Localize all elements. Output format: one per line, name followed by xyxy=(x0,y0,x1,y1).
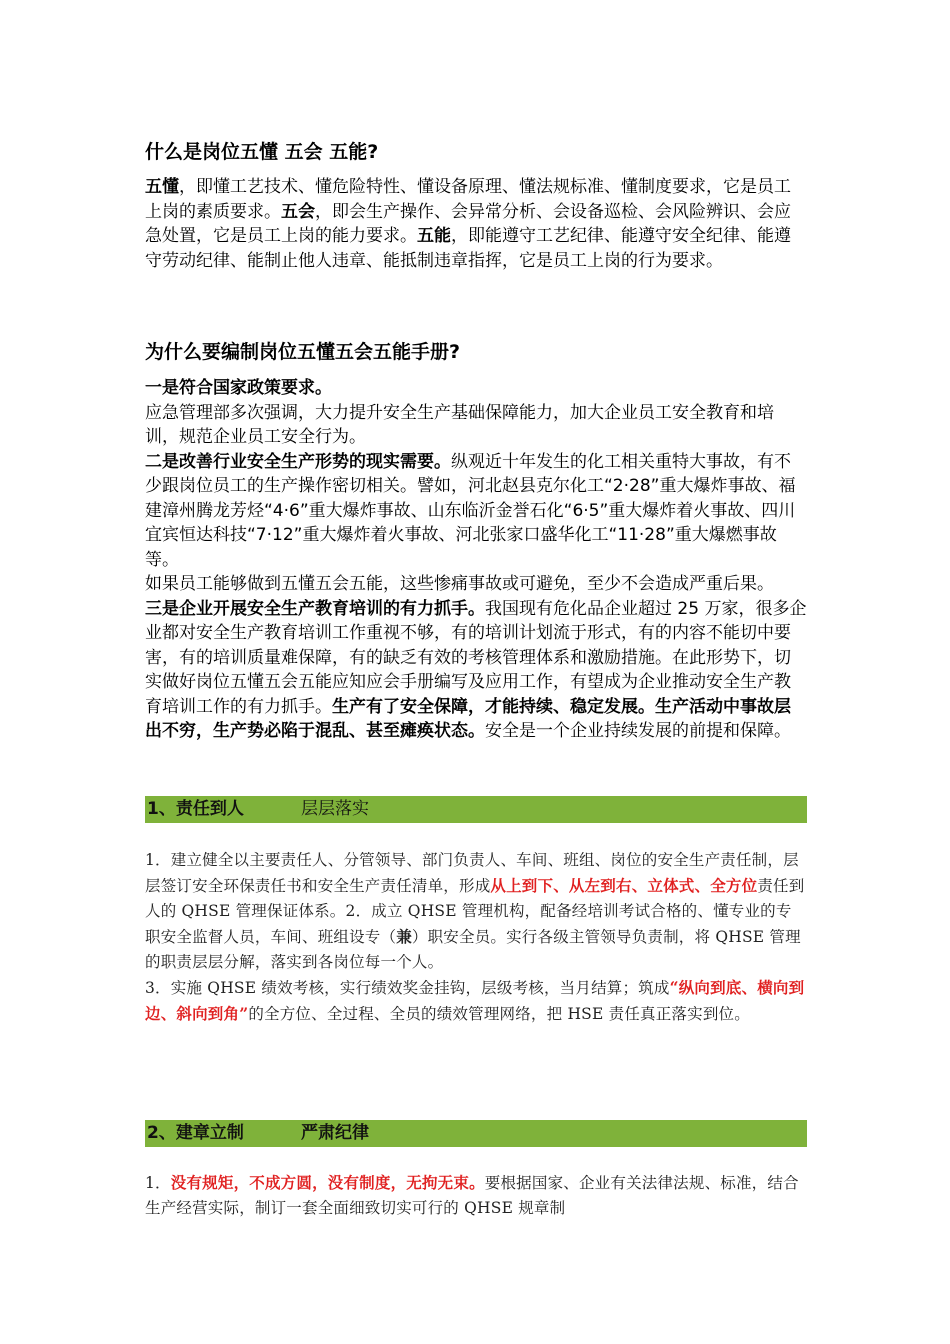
resp-bold-jian: 兼 xyxy=(396,927,412,946)
resp-highlight-2: “纵向到底、横向到边、斜向到角” xyxy=(145,978,805,1023)
reason-two-conclusion: 如果员工能够做到五懂五会五能，这些惨痛事故或可避免，至少不会造成严重后果。 xyxy=(145,574,774,594)
section-title-why: 为什么要编制岗位五懂五会五能手册? xyxy=(145,341,461,363)
resp-text-4: 3．实施 QHSE 绩效考核，实行绩效奖金挂钩，层级考核，当月结算；筑成 xyxy=(145,979,670,997)
bar-number-title: 2、建章立制 xyxy=(147,1123,244,1143)
bar-subtitle: 层层落实 xyxy=(301,799,369,819)
resp-text-3: ）职安全员。实行各级主管领导负责制，将 QHSE 管理的职责层层分解，落实到各岗位每一个人。 xyxy=(145,928,801,971)
reason-two-heading: 二是改善行业安全生产形势的现实需要。 xyxy=(145,451,451,472)
keyword-wuhui: 五会 xyxy=(281,201,315,222)
rules-text-2: 要根据国家、企业有关法律法规、标准，结合生产经营实际，制订一套全面细致切实可行的 QHSE 规章制 xyxy=(145,1174,799,1217)
resp-text-5: 的全方位、全过程、全员的绩效管理网络，把 HSE 责任真正落实到位。 xyxy=(248,1005,750,1023)
responsibility-text xyxy=(145,848,807,1027)
reason-two-text: 纵观近十年发生的化工相关重特大事故，有不少跟岗位员工的生产操作密切相关。譬如，河北赵县克尔化工“2·28”重大爆炸事故、福建漳州腾龙芳烃“4·6”重大爆炸事故、山东临沂金誉石化“6·5”重大爆炸着火事故、四川宜宾恒达科技“7·12”重大爆炸着火事故、河北张家口盛华化工“11·28”重大爆燃事故等。 xyxy=(145,451,796,570)
reason-one-text: 应急管理部多次强调，大力提升安全生产基础保障能力，加大企业员工安全教育和培训，规范企业员工安全行为。 xyxy=(145,402,774,447)
section-bar-responsibility xyxy=(145,796,807,823)
reason-three-emphasis: 生产有了安全保障，才能持续、稳定发展。生产活动中事故层出不穷，生产势必陷于混乱、甚至瘫痪状态。 xyxy=(145,696,791,741)
resp-highlight-1: 从上到下、从左到右、立体式、全方位 xyxy=(490,876,758,895)
bar-subtitle: 严肃纪律 xyxy=(301,1123,369,1143)
resp-text-2: 责任到人的 QHSE 管理保证体系。2．成立 QHSE 管理机构，配备经培训考试合格的、懂专业的专职安全监督人员，车间、班组设专（ xyxy=(145,877,805,946)
section-title-what: 什么是岗位五懂 五会 五能? xyxy=(145,141,379,163)
resp-text-1: 1．建立健全以主要责任人、分管领导、部门负责人、车间、班组、岗位的安全生产责任制，层层签订安全环保责任书和安全生产责任清单，形成 xyxy=(145,851,799,895)
reason-three-tail: 安全是一个企业持续发展的前提和保障。 xyxy=(485,721,791,741)
section-bar-rules xyxy=(145,1120,807,1147)
rules-text-1: 1． xyxy=(145,1174,171,1192)
reason-three-text: 我国现有危化品企业超过 25 万家，很多企业都对安全生产教育培训工作重视不够，有的培训计划流于形式，有的内容不能切中要害，有的培训质量难保障，有的缺乏有效的考核管理体系和激励措施。在此形势下，切实做好岗位五懂五会五能应知应会手册编写及应用工作，有望成为企业推动安全生产教育培训工作的有力抓手。 xyxy=(145,598,807,717)
rules-text xyxy=(145,1170,807,1221)
reason-one-heading: 一是符合国家政策要求。 xyxy=(145,378,332,398)
reason-three-heading: 三是企业开展安全生产教育培训的有力抓手。 xyxy=(145,598,485,619)
wuhui-text: ，即会生产操作、会异常分析、会设备巡检、会风险辨识、会应急处置，它是员工上岗的能力要求。 xyxy=(145,201,791,246)
bar-number-title: 1、责任到人 xyxy=(147,799,244,819)
rules-highlight: 没有规矩，不成方圆，没有制度，无拘无束。 xyxy=(170,1173,485,1192)
definition-paragraph xyxy=(145,175,807,273)
reasons-paragraph xyxy=(145,376,807,744)
wuneng-text: ，即能遵守工艺纪律、能遵守安全纪律、能遵守劳动纪律、能制止他人违章、能抵制违章指挥，它是员工上岗的行为要求。 xyxy=(145,226,791,271)
keyword-wudong: 五懂 xyxy=(145,177,179,197)
keyword-wuneng: 五能 xyxy=(417,226,451,246)
wudong-text: ，即懂工艺技术、懂危险特性、懂设备原理、懂法规标准、懂制度要求，它是员工上岗的素质要求。 xyxy=(145,177,791,222)
